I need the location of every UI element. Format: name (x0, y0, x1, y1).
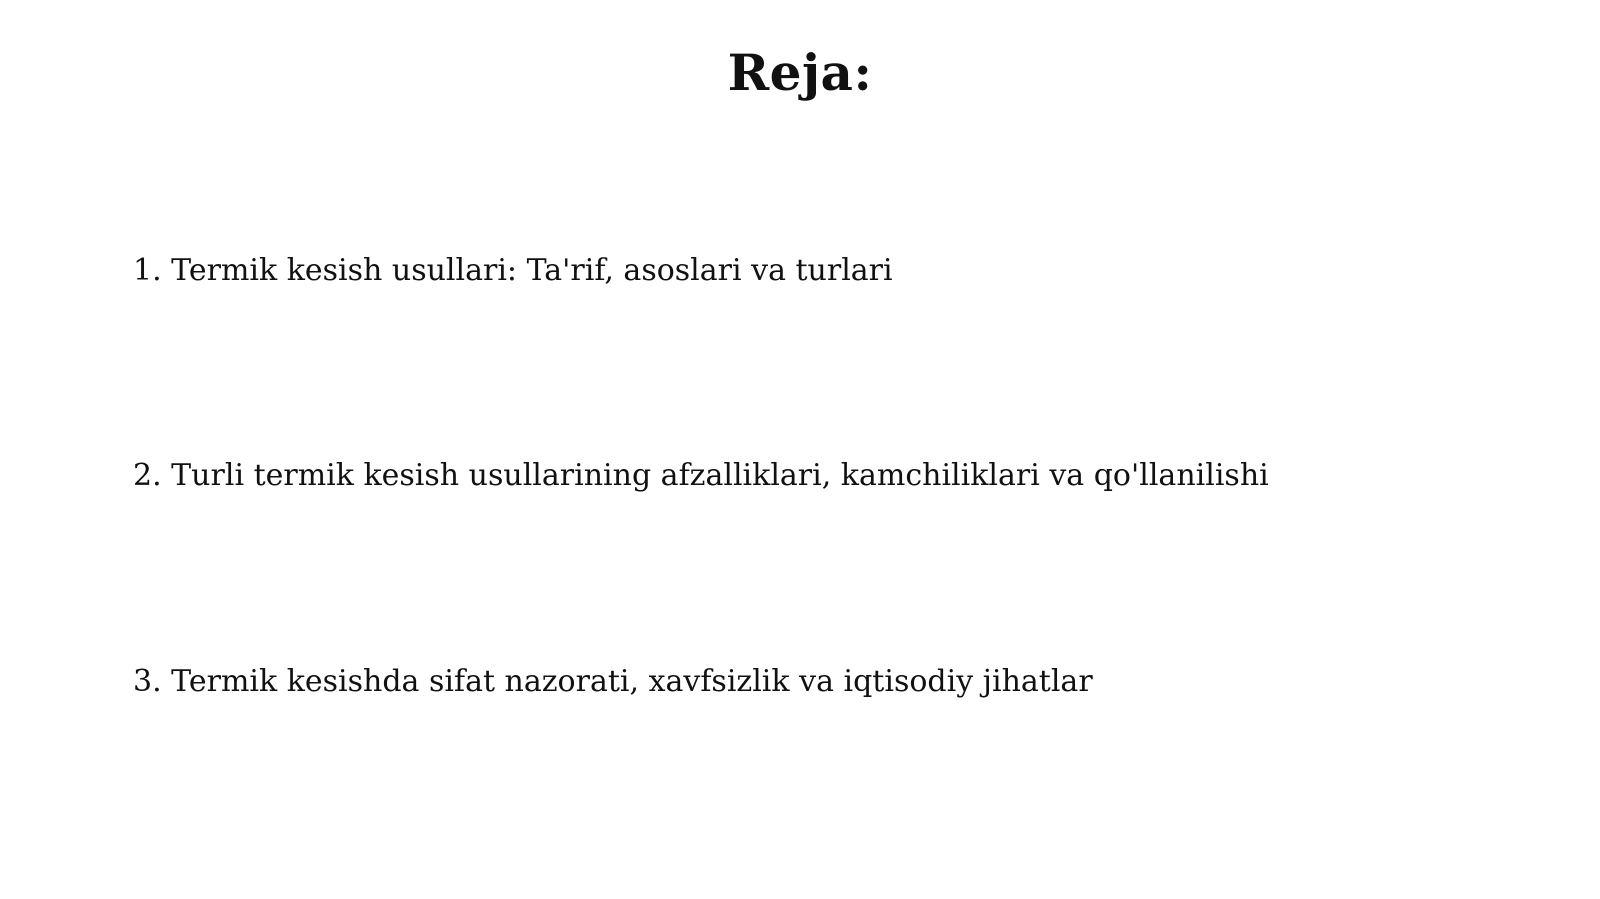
plan-item-text: Turli termik kesish usullarining afzalliklari, kamchiliklari va qo'llanilishi (171, 458, 1269, 493)
plan-item-number: 2. (133, 458, 162, 493)
plan-item-number: 3. (133, 664, 162, 699)
plan-item-text: Termik kesish usullari: Ta'rif, asoslari va turlari (171, 253, 893, 288)
plan-item-number: 1. (133, 253, 162, 288)
slide-title: Reja: (727, 43, 873, 102)
plan-item (133, 662, 1093, 702)
plan-item-text: Termik kesishda sifat nazorati, xavfsizlik va iqtisodiy jihatlar (171, 664, 1093, 699)
plan-item (133, 251, 893, 291)
plan-item (133, 456, 1269, 496)
